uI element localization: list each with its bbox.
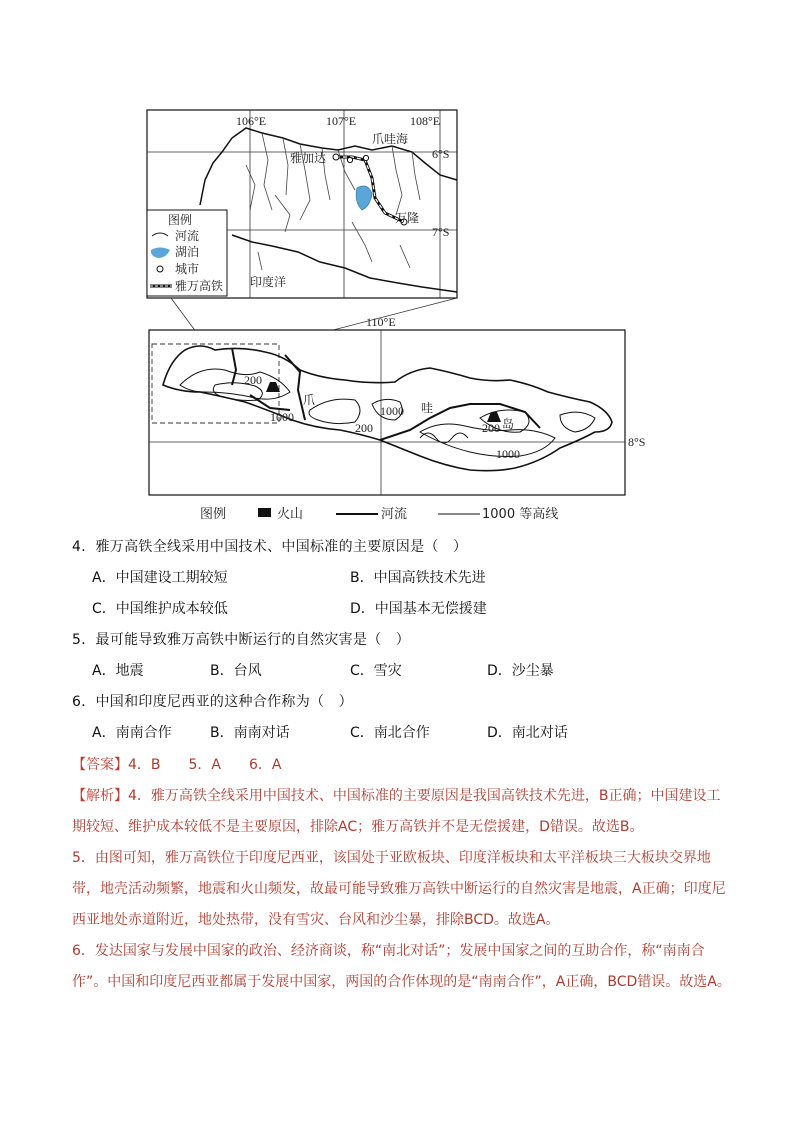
analysis-paragraph-4: 【解析】4．雅万高铁全线采用中国技术、中国标准的主要原因是我国高铁技术先进，B正确；中国建设工期较短、维护成本较低不是主要原因，排除AC；雅万高铁并不是无偿援建，D错误。故选B。 [72, 788, 721, 835]
city-label-bandung: 万隆 [395, 211, 420, 225]
question-6-stem: 6．中国和印度尼西亚的这种合作称为（ ） [72, 694, 353, 710]
answer-line [72, 750, 732, 781]
q5-option-d: D．沙尘暴 [487, 663, 554, 679]
contour-label: 200 [355, 421, 373, 435]
legend-title: 图例 [168, 213, 193, 227]
q6-option-d: D．南北对话 [487, 725, 568, 741]
main-map [149, 315, 645, 495]
answer-block [72, 750, 732, 998]
q4-option-d: D．中国基本无偿援建 [350, 601, 487, 617]
svg-text:雅万高铁: 雅万高铁 [175, 279, 224, 293]
lon-label-108: 108°E [410, 114, 441, 128]
svg-text:火山: 火山 [277, 507, 304, 522]
q6-option-b: B．南南对话 [210, 725, 290, 741]
question-4-stem: 4．雅万高铁全线采用中国技术、中国标准的主要原因是（ ） [72, 539, 468, 555]
map-figure [0, 0, 794, 530]
island-char-zhao: 爪 [303, 393, 316, 407]
q5-option-c: C．雪灾 [350, 663, 402, 679]
legend-title: 图例 [200, 507, 227, 522]
q6-option-c: C．南北合作 [350, 725, 430, 741]
lon-label-110: 110°E [366, 315, 396, 329]
svg-text:城市: 城市 [175, 262, 200, 276]
lat-label-8s: 8°S [628, 435, 646, 449]
contour-label: 200 [244, 373, 262, 387]
answer-tag: 【答案】 [72, 757, 128, 773]
q4-option-c: C．中国维护成本较低 [92, 601, 228, 617]
svg-text:河流: 河流 [175, 229, 200, 243]
city-label-jakarta: 雅加达 [290, 151, 327, 165]
q6-option-a: A．南南合作 [92, 725, 172, 741]
q5-option-b: B．台风 [210, 663, 262, 679]
svg-text:河流: 河流 [381, 507, 408, 522]
main-legend [200, 506, 558, 522]
lat-label-6s: 6°S [432, 147, 450, 161]
lon-label-107: 107°E [326, 114, 357, 128]
lon-label-106: 106°E [236, 114, 267, 128]
inset-map [147, 110, 457, 298]
q5-option-a: A．地震 [92, 663, 144, 679]
q4-option-a: A．中国建设工期较短 [92, 570, 228, 586]
svg-text:1000 等高线: 1000 等高线 [482, 507, 559, 522]
city-legend-icon [157, 266, 163, 272]
ocean-label: 印度洋 [250, 275, 287, 289]
sea-label: 爪哇海 [372, 132, 409, 146]
volcano-legend-icon [258, 508, 271, 517]
analysis-tag: 【解析】 [72, 788, 128, 804]
answer-text: 4．B 5．A 6．A [128, 757, 282, 773]
contour-label: 1000 [496, 447, 520, 461]
analysis-paragraph-6: 6．发达国家与发展中国家的政治、经济商谈，称“南北对话”；发展中国家之间的互助合作，称“南南合作”。中国和印度尼西亚都属于发展中国家，两国的合作体现的是“南南合作”，A正确，BCD错误。故选A。 [72, 943, 731, 990]
contour-label: 1000 [270, 410, 294, 424]
analysis-paragraph-5: 5．由图可知，雅万高铁位于印度尼西亚，该国处于亚欧板块、印度洋板块和太平洋板块三大板块交界地带，地壳活动频繁，地震和火山频发，故最可能导致雅万高铁中断运行的自然灾害是地震，A正确；印度尼西亚地处赤道附近，地处热带，没有雪灾、台风和沙尘暴，排除BCD。故选A。 [72, 850, 726, 928]
inset-legend [147, 210, 227, 296]
island-char-wa: 哇 [421, 401, 434, 415]
contour-label: 1000 [380, 404, 404, 418]
contour-label: 200 [482, 421, 500, 435]
city-jakarta-marker [333, 154, 339, 160]
island-char-dao: 岛 [502, 417, 515, 431]
lat-label-7s: 7°S [432, 225, 450, 239]
question-5-stem: 5．最可能导致雅万高铁中断运行的自然灾害是（ ） [72, 632, 411, 648]
q4-option-b: B．中国高铁技术先进 [350, 570, 486, 586]
svg-text:湖泊: 湖泊 [175, 245, 200, 259]
